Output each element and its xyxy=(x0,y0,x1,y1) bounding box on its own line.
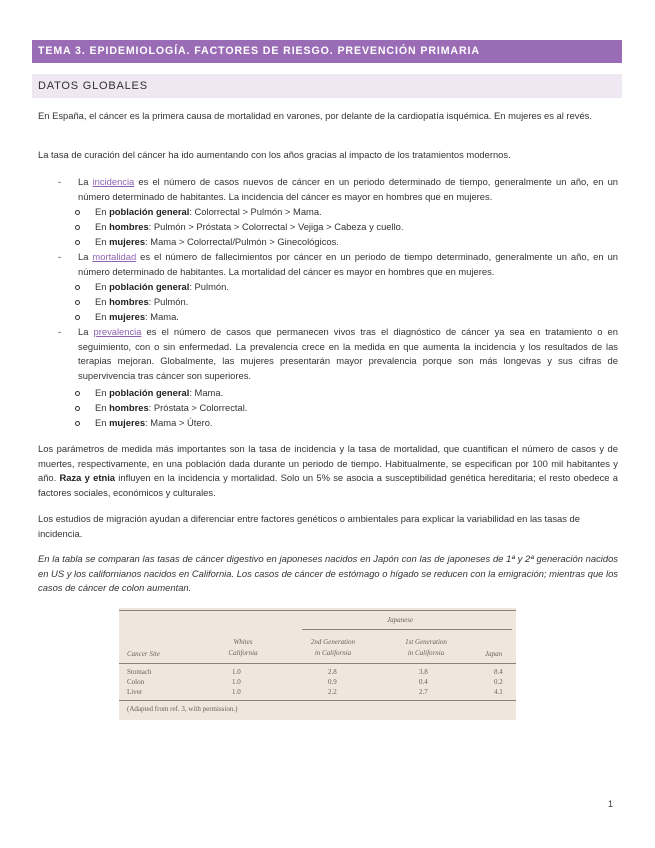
col-header-whites: Whites California xyxy=(228,638,258,657)
chapter-title: TEMA 3. EPIDEMIOLOGÍA. FACTORES DE RIESGO. PREVENCIÓN PRIMARIA xyxy=(32,40,622,63)
mortalidad-text: La mortalidad es el número de fallecimientos por cáncer en un periodo de tiempo determinado, generalmente un año, en un número determinado de habitantes. La mortalidad del cáncer es mayor en hombres que en mujeres. xyxy=(78,251,618,277)
prevalencia-subitem: En población general: Mama. xyxy=(95,386,615,401)
mortalidad-subitem: En hombres: Pulmón. xyxy=(95,295,615,310)
col-header-1st-gen: 1st Generation in California xyxy=(405,638,447,657)
row-site: Colon xyxy=(127,678,145,686)
prevalencia-link[interactable]: prevalencia xyxy=(93,326,142,337)
prevalencia-text: La prevalencia es el número de casos que permanecen vivos tras el diagnóstico de cáncer ya sea en tratamiento o en seguimiento, con o sin enfermedad. La prevalencia crece en la medida en que aumenta la incidencia y los resultados de las terapias mejoran. Globalmente, las mujeres presentarán mayor prevalencia porque son más longevas y sus cifras de supervivencia tras cáncer son superiores. xyxy=(78,326,618,381)
table-footnote: (Adapted from ref. 3, with permission.) xyxy=(127,705,238,713)
circle-bullet-icon xyxy=(75,225,80,230)
cell-value: 8.4 xyxy=(494,668,503,676)
body-rule xyxy=(119,700,516,701)
cell-value: 2.2 xyxy=(328,688,337,696)
cell-value: 1.0 xyxy=(232,678,241,686)
dash-bullet: - xyxy=(58,176,62,187)
page-number: 1 xyxy=(608,799,614,809)
circle-bullet-icon xyxy=(75,210,80,215)
incidencia-subitem: En hombres: Pulmón > Próstata > Colorrectal > Vejiga > Cabeza y cuello. xyxy=(95,220,615,235)
circle-bullet-icon xyxy=(75,421,80,426)
cell-value: 3.8 xyxy=(419,668,428,676)
cell-value: 0.9 xyxy=(328,678,337,686)
cell-value: 2.8 xyxy=(328,668,337,676)
incidencia-text: La incidencia es el número de casos nuevos de cáncer en un periodo determinado de tiempo, generalmente un año, en un número determinado de habitantes. La incidencia del cáncer es mayor en hombres que en mujeres. xyxy=(78,176,618,202)
col-header-site: Cancer Site xyxy=(127,650,160,658)
table-intro-paragraph: En la tabla se comparan las tasas de cáncer digestivo en japoneses nacidos en Japón con las de japoneses de 1ª y 2ª generación nacidos en US y los californianos nacidos en California. Los casos de cáncer de estómago o hígado se reducen con la emigración; mientras que los casos de cáncer de colon aumentan. xyxy=(38,553,618,594)
row-site: Stomach xyxy=(127,668,152,676)
section-heading: DATOS GLOBALES xyxy=(32,74,622,98)
circle-bullet-icon xyxy=(75,315,80,320)
col-header-japan: Japan xyxy=(485,650,503,658)
intro-paragraph-1: En España, el cáncer es la primera causa de mortalidad en varones, por delante de la cardiopatía isquémica. En mujeres es al revés. xyxy=(38,110,592,121)
header-rule xyxy=(119,663,516,664)
cell-value: 0.4 xyxy=(419,678,428,686)
dash-bullet: - xyxy=(58,326,62,337)
cell-value: 1.0 xyxy=(232,688,241,696)
parametros-paragraph: Los parámetros de medida más importantes son la tasa de incidencia y la tasa de mortalidad, que cuantifican el número de casos y de muertes, respectivamente, en una población dada durante un periodo de tiempo. Habitualmente, se especifican por 100 mil habitantes y año. Raza y etnia influyen en la incidencia y mortalidad. Solo un 5% se asocia a susceptibilidad genética hereditaria; el resto obedece a factores sociales, económicos y culturales. xyxy=(38,443,618,498)
col-header-2nd-gen: 2nd Generation in California xyxy=(310,638,356,657)
mortalidad-subitem: En población general: Pulmón. xyxy=(95,280,615,295)
incidencia-subitem: En mujeres: Mama > Colorrectal/Pulmón > Ginecológicos. xyxy=(95,235,615,250)
migracion-paragraph: Los estudios de migración ayudan a diferenciar entre factores genéticos o ambientales para explicar la variabilidad en las tasas de incidencia. xyxy=(38,513,580,539)
intro-paragraph-2: La tasa de curación del cáncer ha ido aumentando con los años gracias al impacto de los tratamientos modernos. xyxy=(38,149,511,160)
group-underline xyxy=(302,629,512,630)
circle-bullet-icon xyxy=(75,240,80,245)
cell-value: 4.1 xyxy=(494,688,503,696)
mortalidad-link[interactable]: mortalidad xyxy=(92,251,137,262)
prevalencia-subitem: En hombres: Próstata > Colorrectal. xyxy=(95,401,615,416)
incidencia-link[interactable]: incidencia xyxy=(92,176,135,187)
circle-bullet-icon xyxy=(75,391,80,396)
prevalencia-subitem: En mujeres: Mama > Útero. xyxy=(95,416,615,431)
mortalidad-subitem: En mujeres: Mama. xyxy=(95,310,615,325)
circle-bullet-icon xyxy=(75,300,80,305)
cell-value: 1.0 xyxy=(232,668,241,676)
cell-value: 0.2 xyxy=(494,678,503,686)
row-site: Liver xyxy=(127,688,143,696)
dash-bullet: - xyxy=(58,251,62,262)
cancer-rates-table xyxy=(119,608,516,720)
circle-bullet-icon xyxy=(75,406,80,411)
japanese-group-header: Japanese xyxy=(387,616,414,624)
table-top-rule xyxy=(119,610,516,611)
incidencia-subitem: En población general: Colorrectal > Pulmón > Mama. xyxy=(95,205,615,220)
cell-value: 2.7 xyxy=(419,688,428,696)
circle-bullet-icon xyxy=(75,285,80,290)
